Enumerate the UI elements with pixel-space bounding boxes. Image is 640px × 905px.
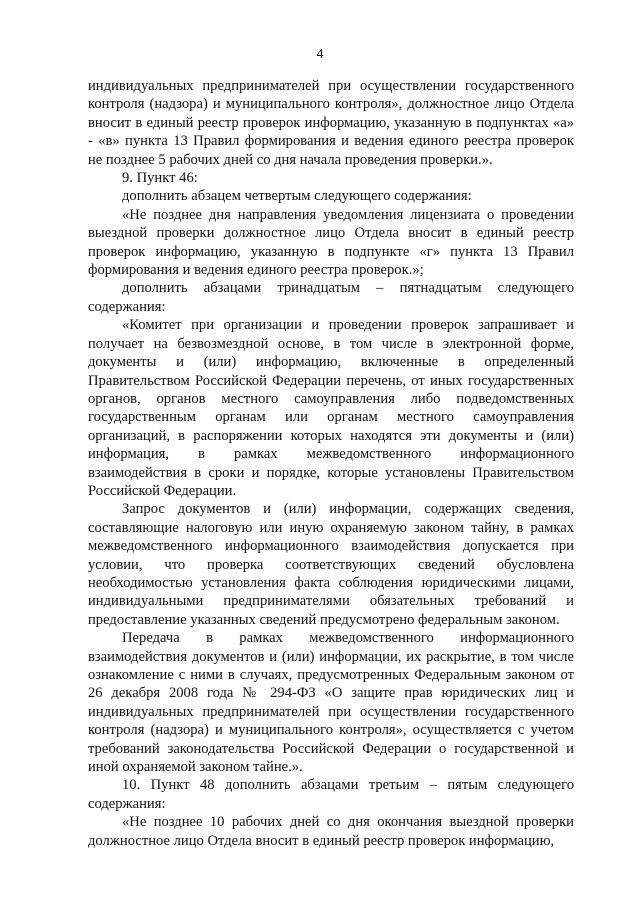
document-body <box>88 77 574 850</box>
paragraph: индивидуальных предпринимателей при осуществлении государственного контроля (надзора) и муниципального контроля», должностное лицо Отдела вносит в единый реестр проверок информацию, указанную в подпунктах «а» - «в» пункта 13 Правил формирования и ведения единого реестра проверок не позднее 5 рабочих дней со дня начала проведения проверки.». <box>88 78 574 168</box>
paragraph: 9. Пункт 46: <box>122 170 198 187</box>
paragraph-last: «Не позднее 10 рабочих дней со дня окончания выездной проверки должностное лицо Отдела вносит в единый реестр проверок информацию, <box>88 814 574 849</box>
paragraph: «Не позднее дня направления уведомления лицензиата о проведении выездной проверки должностное лицо Отдела вносит в единый реестр проверок информацию, указанную в подпункте «г» пункта 13 Правил формирования и ведения единого реестра проверок.»; <box>88 206 574 279</box>
paragraph: 10. Пункт 48 дополнить абзацами третьим – пятым следующего содержания: <box>88 777 574 812</box>
paragraph: Передача в рамках межведомственного информационного взаимодействия документов и (или) информации, их раскрытие, в том числе ознакомление с ними в случаях, предусмотренных Федеральным законом от 26 декабря 2008 года № 294-ФЗ «О защите прав юридических лиц и индивидуальных предпринимателей при осуществлении государственного контроля (надзора) и муниципального контроля», осуществляется с учетом требований законодательства Российской Федерации о государственной и иной охраняемой законом тайне.». <box>88 630 574 776</box>
paragraph: «Комитет при организации и проведении проверок запрашивает и получает на безвозмездной основе, в том числе в электронной форме, документы и (или) информацию, включенные в определенный Правительством Российской Федерации перечень, от иных государственных органов, органов местного самоуправления либо подведомственных государственным органам или органам местного самоуправления организаций, в распоряжении которых находятся эти документы и (или) информация, в рамках межведомственного информационного взаимодействия в сроки и порядке, которые установлены Правительством Российской Федерации. <box>88 317 574 499</box>
paragraph: Запрос документов и (или) информации, содержащих сведения, составляющие налоговую или иную охраняемую законом тайну, в рамках межведомственного информационного взаимодействия допускается при условии, что проверка соответствующих сведений обусловлена необходимостью установления факта соблюдения юридическими лицами, индивидуальными предпринимателями обязательных требований и предоставление указанных сведений предусмотрено федеральным законом. <box>88 501 574 628</box>
page-number: 4 <box>316 47 324 62</box>
paragraph: дополнить абзацами тринадцатым – пятнадцатым следующего содержания: <box>88 280 574 315</box>
paragraph: дополнить абзацем четвертым следующего содержания: <box>122 188 472 205</box>
